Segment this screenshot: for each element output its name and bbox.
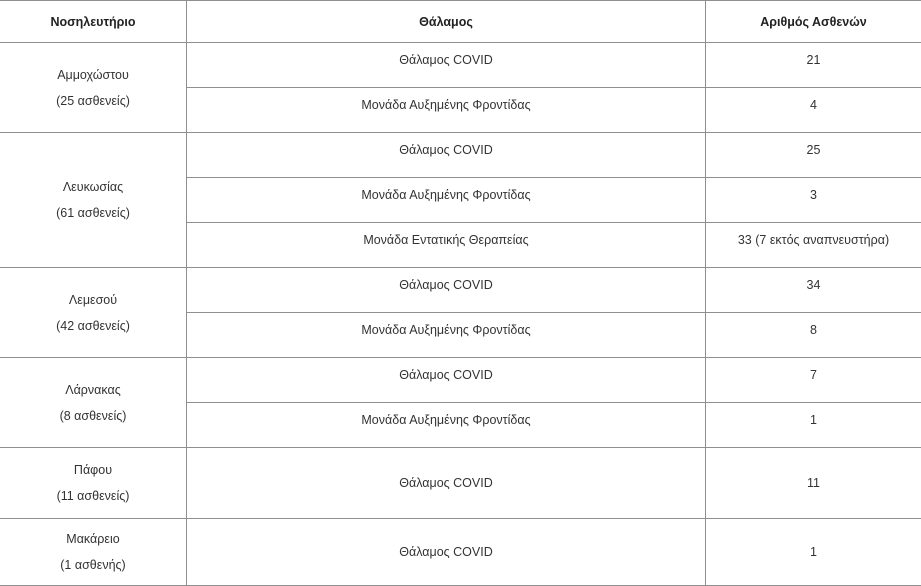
hospital-cell xyxy=(0,448,187,519)
hospital-total: (61 ασθενείς) xyxy=(0,200,186,226)
header-row xyxy=(0,1,921,43)
hospital-total: (11 ασθενείς) xyxy=(0,483,186,509)
ward-cell: Θάλαμος COVID xyxy=(187,43,706,88)
hospital-name: Λευκωσίας xyxy=(0,174,186,200)
hospital-total: (42 ασθενείς) xyxy=(0,313,186,339)
header-ward: Θάλαμος xyxy=(187,1,706,43)
table-row xyxy=(0,519,921,586)
patient-count-cell: 33 (7 εκτός αναπνευστήρα) xyxy=(706,223,921,268)
hospital-name: Αμμοχώστου xyxy=(0,62,186,88)
header-patients: Αριθμός Ασθενών xyxy=(706,1,921,43)
hospital-cell xyxy=(0,519,187,586)
hospital-cell xyxy=(0,43,187,133)
ward-cell: Μονάδα Αυξημένης Φροντίδας xyxy=(187,313,706,358)
patient-count-cell: 4 xyxy=(706,88,921,133)
table-row xyxy=(0,358,921,403)
hospital-cell xyxy=(0,133,187,268)
ward-cell: Μονάδα Αυξημένης Φροντίδας xyxy=(187,88,706,133)
patient-count-cell: 21 xyxy=(706,43,921,88)
hospital-cell xyxy=(0,268,187,358)
ward-cell: Θάλαμος COVID xyxy=(187,133,706,178)
patient-count-cell: 7 xyxy=(706,358,921,403)
ward-cell: Θάλαμος COVID xyxy=(187,358,706,403)
hospital-total: (8 ασθενείς) xyxy=(0,403,186,429)
ward-cell: Μονάδα Εντατικής Θεραπείας xyxy=(187,223,706,268)
patient-count-cell: 1 xyxy=(706,403,921,448)
patient-count-cell: 25 xyxy=(706,133,921,178)
hospital-name: Πάφου xyxy=(0,457,186,483)
hospital-name: Λάρνακας xyxy=(0,377,186,403)
header-hospital: Νοσηλευτήριο xyxy=(0,1,187,43)
patient-count-cell: 34 xyxy=(706,268,921,313)
patient-count-cell: 3 xyxy=(706,178,921,223)
hospital-name: Λεμεσού xyxy=(0,287,186,313)
ward-cell: Θάλαμος COVID xyxy=(187,448,706,519)
patient-count-cell: 1 xyxy=(706,519,921,586)
ward-cell: Μονάδα Αυξημένης Φροντίδας xyxy=(187,403,706,448)
hospital-total: (1 ασθενής) xyxy=(0,552,186,578)
patient-count-cell: 11 xyxy=(706,448,921,519)
table-row xyxy=(0,268,921,313)
table-row xyxy=(0,43,921,88)
patient-count-cell: 8 xyxy=(706,313,921,358)
table-row xyxy=(0,133,921,178)
hospital-total: (25 ασθενείς) xyxy=(0,88,186,114)
ward-cell: Θάλαμος COVID xyxy=(187,268,706,313)
hospital-cell xyxy=(0,358,187,448)
ward-cell: Μονάδα Αυξημένης Φροντίδας xyxy=(187,178,706,223)
hospital-name: Μακάρειο xyxy=(0,526,186,552)
table-row xyxy=(0,448,921,519)
ward-cell: Θάλαμος COVID xyxy=(187,519,706,586)
